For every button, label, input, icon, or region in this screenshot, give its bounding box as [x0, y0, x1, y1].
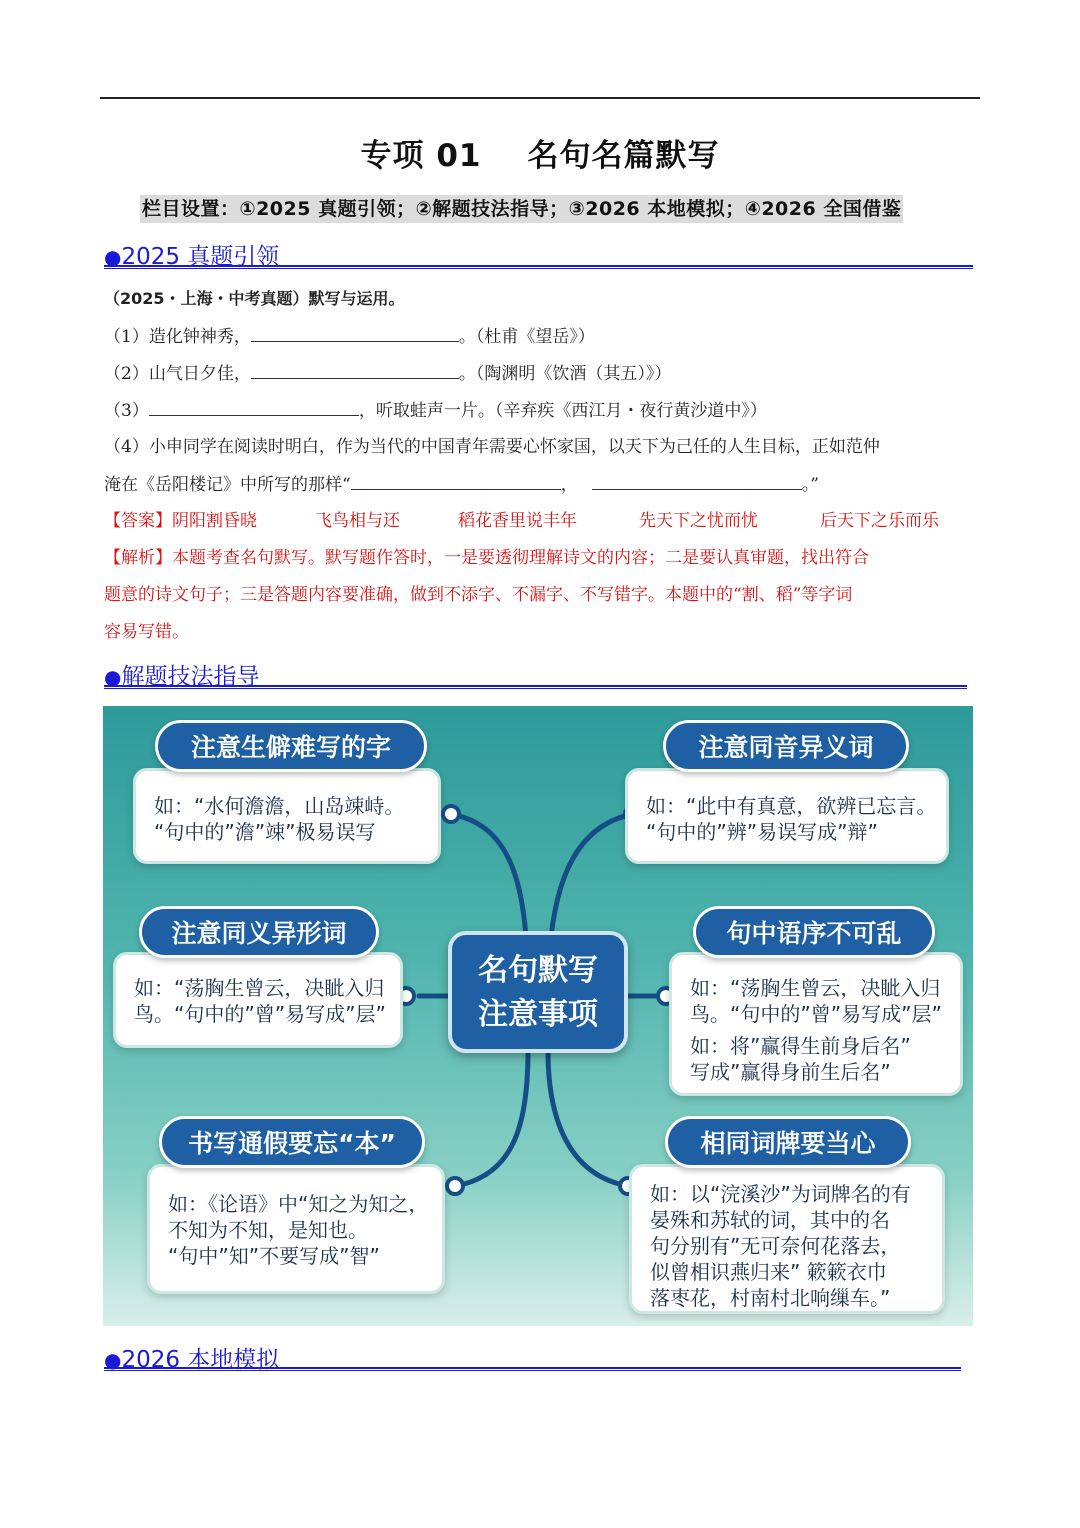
- mindmap-title-word-order: 句中语序不可乱: [693, 906, 935, 958]
- bullet-icon: ●: [104, 245, 122, 269]
- mindmap-title-variant-forms: 注意同义异形词: [139, 906, 379, 958]
- answer-item: 先天下之忧而忧: [639, 511, 758, 531]
- question-4-line2: 淹在《岳阳楼记》中所写的那样“ ， 。”: [104, 472, 819, 497]
- bullet-icon: ●: [104, 665, 122, 689]
- top-rule: [100, 97, 980, 99]
- analysis-line3: 容易写错。: [104, 622, 189, 642]
- analysis-line1: 【解析】本题考查名句默写。默写题作答时，一是要透彻理解诗文的内容；二是要认真审题，找出符合: [104, 548, 869, 568]
- column-settings: 栏目设置：①2025 真题引领；②解题技法指导；③2026 本地模拟；④2026 全国借鉴: [140, 195, 903, 223]
- question-3: （3） ，听取蛙声一片。（辛弃疾《西江月・夜行黄沙道中》）: [104, 398, 767, 423]
- answer-item: 飞鸟相与还: [315, 511, 400, 531]
- analysis-line2: 题意的诗文句子；三是答题内容要准确，做到不添字、不漏字、不写错字。本题中的“割、稻”等字词: [104, 585, 853, 605]
- answer-blank[interactable]: [251, 324, 459, 342]
- question-2: （2）山气日夕佳， 。（陶渊明《饮酒（其五）》）: [104, 361, 671, 386]
- mindmap-card-rare-chars: 如：“水何澹澹，山岛竦峙。 “句中的”澹”竦”极易误写: [133, 768, 441, 864]
- question-1: （1）造化钟神秀， 。（杜甫《望岳》）: [104, 324, 595, 349]
- answer-blank[interactable]: [251, 361, 459, 379]
- mindmap-title-homophones: 注意同音异义词: [663, 720, 909, 772]
- section-heading-real-exam: ●2025 真题引领: [104, 244, 280, 270]
- answer-item: 稻花香里说丰年: [458, 511, 577, 531]
- mindmap-title-same-cipai: 相同词牌要当心: [665, 1116, 911, 1168]
- answer-item: 阴阳割昏晓: [172, 511, 257, 531]
- section-rule: [104, 1367, 961, 1371]
- mindmap-center: 名句默写 注意事项: [448, 931, 628, 1053]
- answer-blank[interactable]: [149, 398, 359, 416]
- bullet-icon: ●: [104, 1348, 122, 1372]
- section-rule: [104, 685, 967, 689]
- mindmap-card-loan-chars: 如：《论语》中“知之为知之， 不知为不知，是知也。 “句中”知”不要写成”智”: [147, 1164, 445, 1294]
- mindmap-card-same-cipai: 如：以“浣溪沙”为词牌名的有 晏殊和苏轼的词，其中的名 句分别有”无可奈何花落去， 似曾相识燕归来” 簌簌衣巾 落枣花，村南村北响缫车。”: [629, 1164, 945, 1314]
- mindmap-card-homophones: 如：“此中有真意，欲辨已忘言。 “句中的”辨”易误写成”辩”: [625, 768, 949, 864]
- mindmap-title-rare-chars: 注意生僻难写的字: [155, 720, 427, 772]
- mindmap-card-word-order: 如：“荡胸生曾云，决眦入归 鸟。“句中的”曾”易写成”层” 如：将”赢得生前身后名” 写成”赢得身前生后名”: [669, 952, 963, 1096]
- answer-line: 【答案】阴阳割昏晓 飞鸟相与还 稻花香里说丰年 先天下之忧而忧 后天下之乐而乐: [104, 511, 939, 531]
- connector-node: [443, 806, 459, 822]
- mindmap-card-variant-forms: 如：“荡胸生曾云，决眦入归 鸟。“句中的”曾”易写成”层”: [113, 952, 403, 1048]
- section-heading-techniques: ●解题技法指导: [104, 664, 260, 690]
- section-heading-local-mock: ●2026 本地模拟: [104, 1347, 280, 1373]
- answer-item: 后天下之乐而乐: [820, 511, 939, 531]
- page-title: 专项 01 名句名篇默写: [360, 138, 720, 174]
- question-source: （2025・上海・中考真题）默写与运用。: [104, 289, 405, 308]
- mindmap-title-loan-chars: 书写通假要忘“本”: [159, 1116, 425, 1168]
- answer-blank[interactable]: [351, 472, 561, 490]
- question-4-line1: （4）小申同学在阅读时明白，作为当代的中国青年需要心怀家国，以天下为己任的人生目标，正如范仲: [104, 437, 880, 457]
- section-rule: [104, 265, 973, 269]
- answer-blank[interactable]: [592, 472, 802, 490]
- mindmap-figure: [103, 706, 973, 1326]
- connector-node: [447, 1178, 463, 1194]
